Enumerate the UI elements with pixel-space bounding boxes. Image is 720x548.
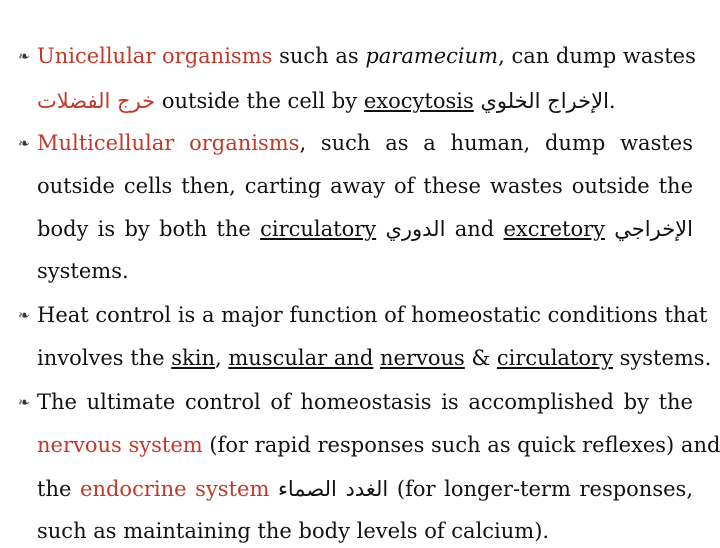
bullet-2-text-cont: outside cells then, carting away of these wastes outside the (37, 174, 693, 198)
term-exocytosis: exocytosis (363, 89, 474, 113)
term-endocrine-system: endocrine system (80, 477, 270, 501)
term-multicellular: Multicellular organisms (37, 131, 300, 155)
text-span: . (608, 89, 616, 113)
arabic-term-endocrine: الغدد الصماء (278, 477, 389, 501)
arabic-term-waste: خرج الفضلات (37, 89, 156, 113)
term-circulatory: circulatory (496, 346, 613, 370)
bullet-2-line-3 (0, 212, 720, 246)
text-span: , (215, 346, 229, 370)
text-span: systems. (612, 346, 712, 370)
bullet-1-line-1 (0, 39, 720, 73)
bullet-3-line-2 (0, 341, 720, 375)
bullet-4-text: The ultimate control of homeostasis is accomplished by the (37, 390, 693, 414)
bullet-4-line-3 (0, 472, 720, 506)
text-span: , can dump wastes (498, 44, 696, 68)
term-skin: skin (171, 346, 216, 370)
arabic-term-excretory: الإخراجي (614, 217, 693, 241)
bullet-4-line-1 (0, 385, 720, 419)
curl-bullet-icon: ❧ (18, 136, 30, 152)
bullet-2-line-2 (0, 169, 720, 203)
bullet-1-line-2 (0, 84, 720, 118)
curl-bullet-icon: ❧ (18, 49, 30, 65)
arabic-term-exocytosis: الإخراج الخلوي (480, 89, 609, 113)
bullet-2-line-1 (0, 126, 720, 160)
bullet-3-text: Heat control is a major function of homeostatic conditions that (37, 303, 708, 327)
text-span: outside the cell by (155, 89, 364, 113)
text-span: the (37, 477, 81, 501)
curl-bullet-icon: ❧ (18, 395, 30, 411)
term-excretory: excretory (503, 217, 605, 241)
term-paramecium: paramecium (365, 44, 499, 68)
arabic-term-circulatory: الدوري (385, 217, 446, 241)
term-circulatory: circulatory (260, 217, 377, 241)
bullet-2-text (37, 126, 693, 160)
term-nervous: nervous (380, 346, 465, 370)
term-nervous-system: nervous system (37, 433, 203, 457)
bullet-1-text-cont (37, 84, 616, 118)
text-span: (for rapid responses such as quick reflexes) and (202, 433, 720, 457)
bullet-2-line-4 (0, 254, 720, 288)
text-span: , such as a human, dump wastes (299, 131, 693, 155)
text-span: such as (272, 44, 366, 68)
term-muscular: muscular and (228, 346, 374, 370)
bullet-3-text-cont (37, 341, 711, 375)
bullet-4-line-4 (0, 514, 720, 548)
bullet-3-line-1 (0, 298, 720, 332)
bullet-2-text-cont-2 (37, 212, 693, 246)
text-span: and (445, 217, 504, 241)
text-span: & (464, 346, 497, 370)
text-span: body is by both the (37, 217, 261, 241)
bullet-1-text (37, 39, 696, 73)
term-unicellular: Unicellular organisms (37, 44, 273, 68)
bullet-2-text-end: systems. (37, 259, 129, 283)
bullet-4-text-end: such as maintaining the body levels of calcium). (37, 519, 550, 543)
bullet-4-line-2 (0, 428, 720, 462)
bullet-4-text-cont (37, 428, 720, 462)
text-span: involves the (37, 346, 172, 370)
curl-bullet-icon: ❧ (18, 308, 30, 324)
bullet-4-text-cont-2 (37, 472, 693, 506)
text-span: (for longer-term responses, (388, 477, 693, 501)
